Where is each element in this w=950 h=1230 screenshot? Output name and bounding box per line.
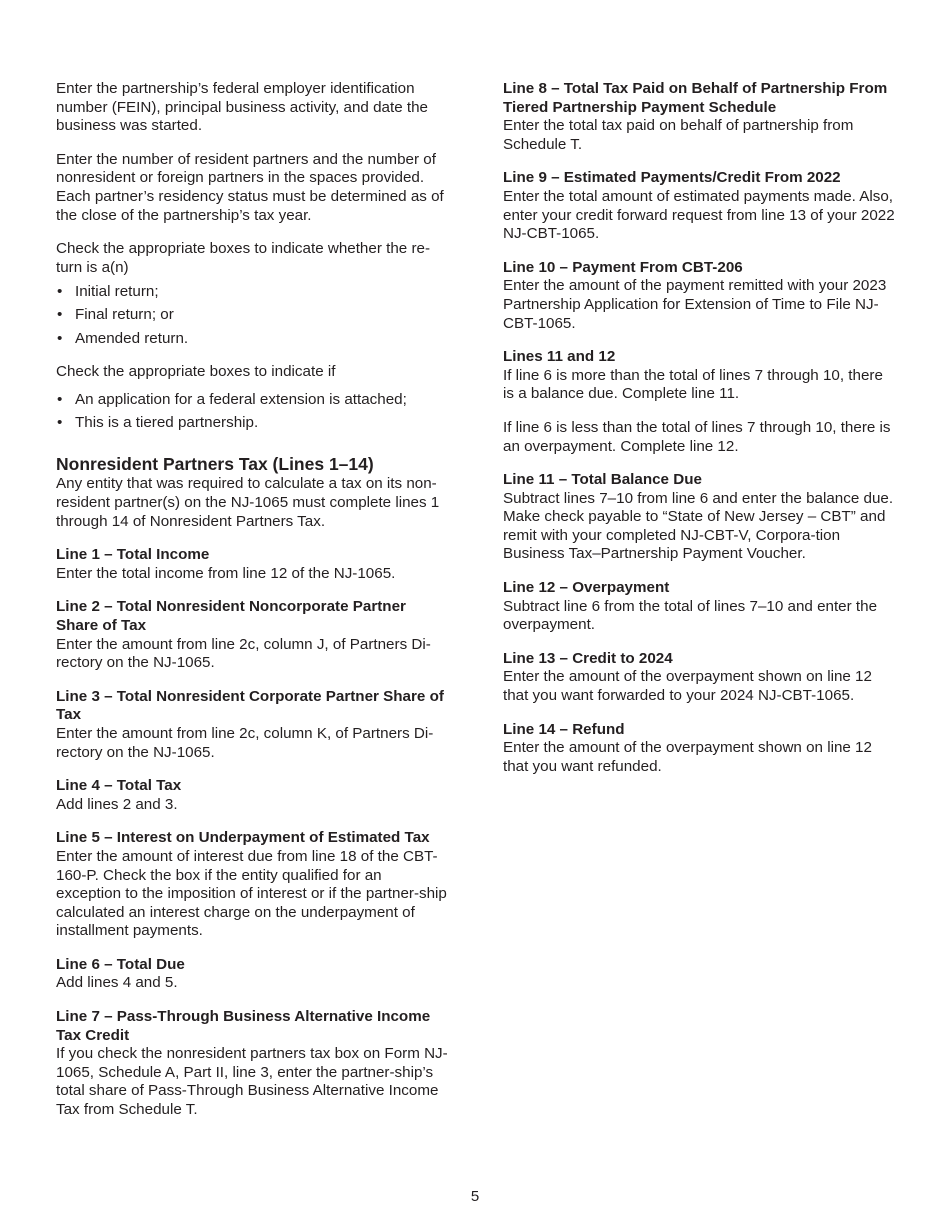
line-heading: Line 11 – Total Balance Due [503, 471, 702, 489]
line-text: Enter the amount from line 2c, column K, of Partners Di-rectory on the NJ-1065. [56, 724, 434, 761]
line-3 [56, 688, 448, 762]
intro-fein: Enter the partnership’s federal employer identification number (FEIN), principal business activity, and date the business was started. [56, 80, 428, 135]
line-text: Enter the amount of the overpayment shown on line 12 that you want forwarded to your 2024 NJ-CBT-1065. [503, 668, 872, 705]
list-item: • Amended return. [57, 329, 189, 347]
line-8 [503, 80, 895, 154]
line-heading: Line 4 – Total Tax [56, 777, 182, 795]
intro-return-type: Check the appropriate boxes to indicate whether the re-turn is a(n) [56, 240, 430, 276]
line-11 [503, 471, 895, 564]
line-text: If line 6 is more than the total of lines 7 through 10, there is a balance due. Complete line 11. [503, 366, 883, 403]
line-12 [503, 579, 895, 635]
line-14 [503, 721, 895, 777]
line-heading: Lines 11 and 12 [503, 348, 616, 366]
lines-11-12 [503, 348, 895, 404]
line-1 [56, 546, 448, 583]
check-list [56, 391, 448, 433]
line-13 [503, 650, 895, 706]
line-text: Enter the amount of interest due from line 18 of the CBT-160-P. Check the box if the entity qualified for an exception to the imposition of interest or if the partner-ship calculated an interest charge on the underpayment of installment payments. [56, 847, 447, 940]
bullet-icon: • [57, 329, 63, 347]
line-text: Add lines 4 and 5. [56, 974, 178, 992]
line-9 [503, 169, 895, 243]
line-text: Add lines 2 and 3. [56, 795, 178, 813]
list-item: • An application for a federal extension is attached; [57, 390, 407, 408]
line-heading: Line 3 – Total Nonresident Corporate Partner Share of Tax [56, 687, 444, 724]
line-7 [56, 1008, 448, 1120]
line-text: Enter the amount of the payment remitted with your 2023 Partnership Application for Extension of Time to File NJ-CBT-1065. [503, 277, 887, 332]
list-item: • Final return; or [57, 306, 174, 324]
left-column [56, 80, 448, 1135]
line-4 [56, 777, 448, 814]
line-2 [56, 598, 448, 672]
line-heading: Line 12 – Overpayment [503, 579, 670, 597]
line-heading: Line 13 – Credit to 2024 [503, 649, 673, 667]
line-heading: Line 6 – Total Due [56, 955, 185, 973]
bullet-icon: • [57, 283, 63, 301]
line-10 [503, 259, 895, 333]
line-heading: Line 10 – Payment From CBT-206 [503, 258, 743, 276]
line-heading: Line 9 – Estimated Payments/Credit From 2022 [503, 169, 841, 187]
return-type-list [56, 283, 448, 348]
line-heading: Line 2 – Total Nonresident Noncorporate Partner Share of Tax [56, 598, 406, 634]
line-heading: Line 1 – Total Income [56, 546, 210, 564]
list-item: • This is a tiered partnership. [57, 413, 259, 431]
section-intro: Any entity that was required to calculate a tax on its non-resident partner(s) on the NJ-1065 must complete lines 1 through 14 of Nonresident Partners Tax. [56, 475, 440, 530]
section-title: Nonresident Partners Tax (Lines 1–14) [56, 454, 374, 475]
intro-partners: Enter the number of resident partners and the number of nonresident or foreign partners in the spaces provided. Each partner’s residency status must be determined as of the close of the partnership’s tax year. [56, 150, 444, 224]
line-text: Enter the total tax paid on behalf of partnership from Schedule T. [503, 117, 854, 153]
bullet-icon: • [57, 413, 63, 431]
line-text: Enter the amount from line 2c, column J, of Partners Di-rectory on the NJ-1065. [56, 635, 431, 672]
bullet-icon: • [57, 306, 63, 324]
line-5 [56, 829, 448, 941]
right-column [503, 80, 895, 791]
line-heading: Line 8 – Total Tax Paid on Behalf of Partnership From Tiered Partnership Payment Schedule [503, 80, 888, 116]
page-number: 5 [470, 1188, 480, 1205]
line-text: Subtract line 6 from the total of lines 7–10 and enter the overpayment. [503, 597, 878, 634]
lines-11-12-extra: If line 6 is less than the total of lines 7 through 10, there is an overpayment. Complete line 12. [503, 418, 891, 455]
line-6 [56, 956, 448, 993]
check-intro: Check the appropriate boxes to indicate if [56, 363, 336, 381]
line-text: Enter the total income from line 12 of the NJ-1065. [56, 564, 396, 582]
list-item: • Initial return; [57, 283, 159, 301]
line-text: Enter the amount of the overpayment shown on line 12 that you want refunded. [503, 739, 872, 775]
line-text: If you check the nonresident partners tax box on Form NJ-1065, Schedule A, Part II, line 3, enter the partner-ship’s total share of Pass-Through Business Alternative Income Tax from Schedule T. [56, 1045, 448, 1119]
bullet-icon: • [57, 390, 63, 408]
line-heading: Line 7 – Pass-Through Business Alternative Income Tax Credit [56, 1008, 431, 1044]
line-text: Enter the total amount of estimated payments made. Also, enter your credit forward request from line 13 of your 2022 NJ-CBT-1065. [503, 187, 895, 243]
line-heading: Line 14 – Refund [503, 720, 625, 738]
line-heading: Line 5 – Interest on Underpayment of Estimated Tax [56, 829, 430, 847]
line-text: Subtract lines 7–10 from line 6 and enter the balance due. Make check payable to “State of New Jersey – CBT” and remit with your completed NJ-CBT-V, Corpora-tion Business Tax–Partnership Payment Voucher. [503, 489, 894, 563]
